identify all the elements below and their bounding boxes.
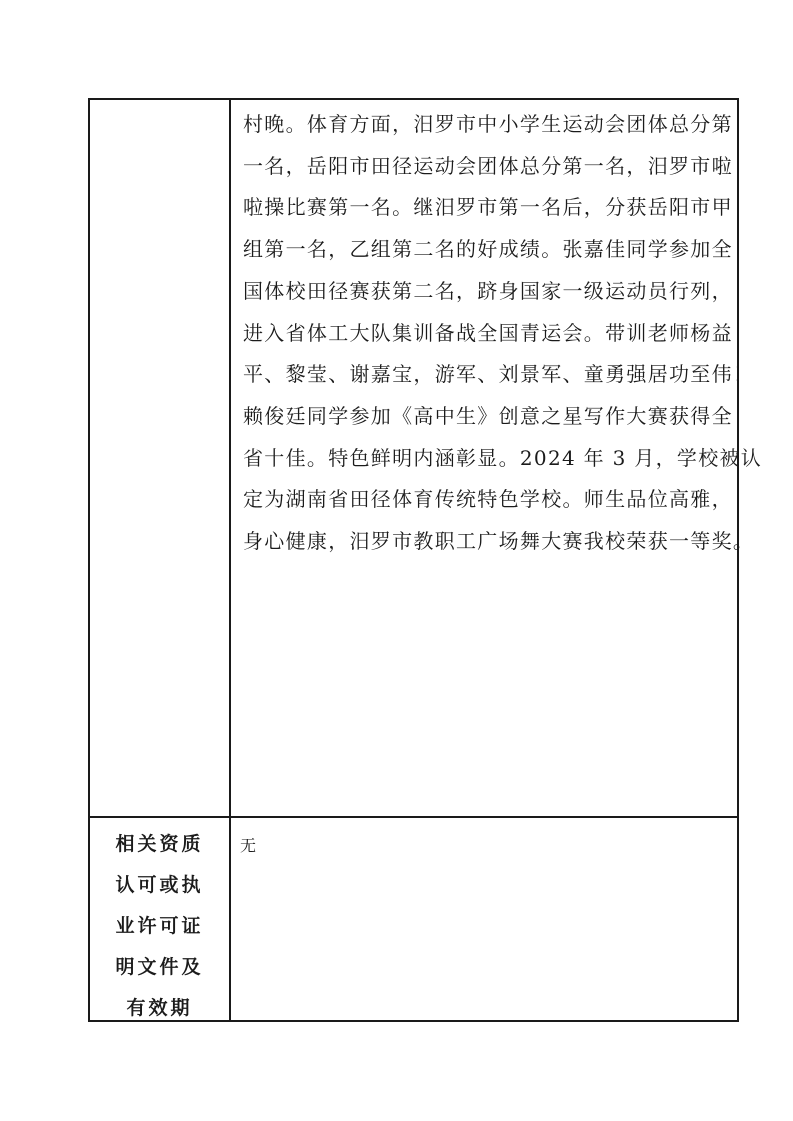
column-divider [229,100,231,1020]
paragraph-line: 身心健康，汨罗市教职工广场舞大赛我校荣获一等奖。 [243,529,755,554]
paragraph-line: 一名，岳阳市田径运动会团体总分第一名，汨罗市啦 [243,153,733,178]
paragraph-line: 省十佳。特色鲜明内涵彰显。2024 年 3 月，学校被认 [243,445,763,470]
paragraph-line: 平、黎莹、谢嘉宝，游军、刘景军、童勇强居功至伟！ [243,362,755,387]
form-table [88,98,763,1022]
qualification-label-line: 明文件及 [115,956,204,978]
qualification-label-line: 业许可证 [115,915,204,937]
activities-paragraph [243,104,763,563]
paragraph-line: 组第一名，乙组第二名的好成绩。张嘉佳同学参加全 [243,237,733,262]
qualification-value: 无 [240,836,257,855]
paragraph-line: 国体校田径赛获第二名，跻身国家一级运动员行列， [243,278,733,303]
paragraph-line: 进入省体工大队集训备战全国青运会。带训老师杨益 [243,320,733,345]
qualification-label-line: 有效期 [126,997,193,1019]
paragraph-line: 啦操比赛第一名。继汨罗市第一名后，分获岳阳市甲 [243,195,733,220]
qualification-label-cell [90,818,229,1022]
paragraph-line: 赖俊廷同学参加《高中生》创意之星写作大赛获得全 [243,403,733,428]
qualification-label-line: 相关资质 [115,833,204,855]
qualification-label-line: 认可或执 [115,874,204,896]
paragraph-line: 村晚。体育方面，汨罗市中小学生运动会团体总分第 [243,112,733,136]
paragraph-line: 定为湖南省田径体育传统特色学校。师生品位高雅， [243,487,733,512]
